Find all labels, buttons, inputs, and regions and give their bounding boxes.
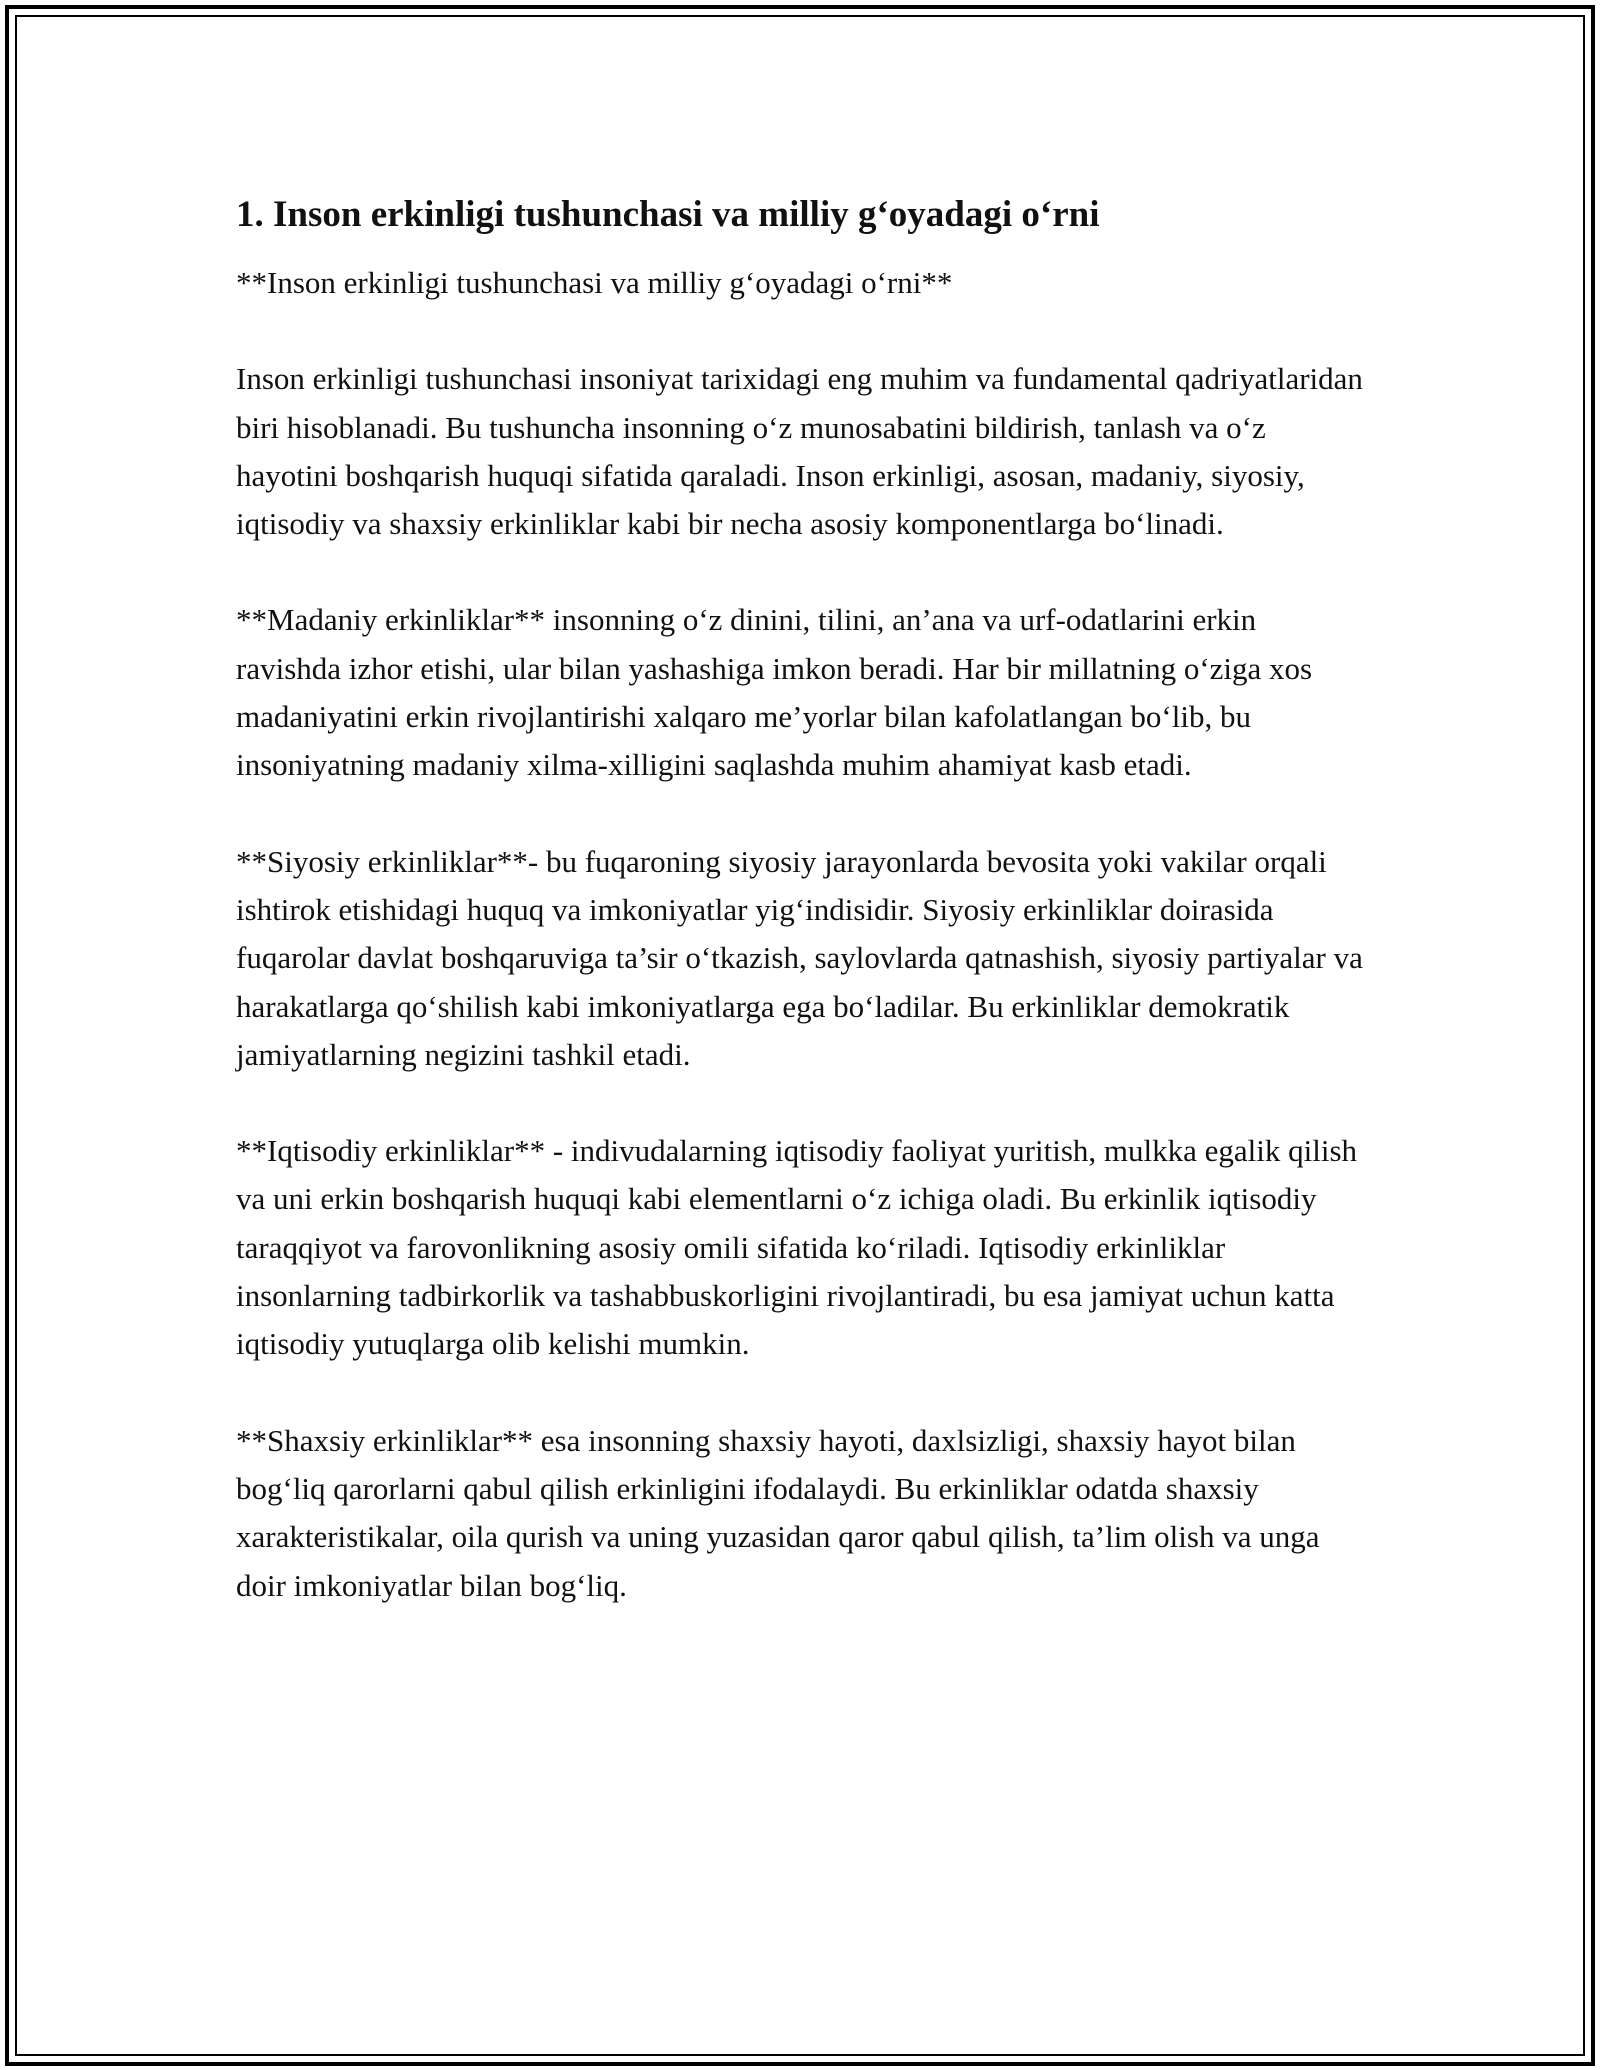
paragraph-subtitle: **Inson erkinligi tushunchasi va milliy g‘oyadagi o‘rni** bbox=[236, 265, 953, 300]
paragraph-political-freedoms: **Siyosiy erkinliklar**- bu fuqaroning siyosiy jarayonlarda bevosita yoki vakilar orqali ishtirok etishidagi huquq va imkoniyatlar yig‘indisidir. Siyosiy erkinliklar doirasida fuqarolar davlat boshqaruviga ta’sir o‘tkazish, saylovlarda qatnashish, siyosiy partiyalar va harakatlarga qo‘shilish kabi imkoniyatlarga ega bo‘ladilar. Bu erkinliklar demokratik jamiyatlarning negizini tashkil etadi. bbox=[236, 843, 1363, 1072]
document-body bbox=[236, 188, 1366, 1658]
paragraph-personal-freedoms: **Shaxsiy erkinliklar** esa insonning shaxsiy hayoti, daxlsizligi, shaxsiy hayot bilan bog‘liq qarorlarni qabul qilish erkinligini ifodalaydi. Bu erkinliklar odatda shaxsiy xarakteristikalar, oila qurish va uning yuzasidan qaror qabul qilish, ta’lim olish va unga doir imkoniyatlar bilan bog‘liq. bbox=[236, 1422, 1320, 1603]
paragraph-economic-freedoms: **Iqtisodiy erkinliklar** - indivudalarning iqtisodiy faoliyat yuritish, mulkka egalik qilish va uni erkin boshqarish huquqi kabi elementlarni o‘z ichiga oladi. Bu erkinlik iqtisodiy taraqqiyot va farovonlikning asosiy omili sifatida ko‘riladi. Iqtisodiy erkinliklar insonlarning tadbirkorlik va tashabbuskorligini rivojlantiradi, bu esa jamiyat uchun katta iqtisodiy yutuqlarga olib kelishi mumkin. bbox=[236, 1133, 1358, 1362]
paragraph-intro: Inson erkinligi tushunchasi insoniyat tarixidagi eng muhim va fundamental qadriyatlaridan biri hisoblanadi. Bu tushuncha insonning o‘z munosabatini bildirish, tanlash va o‘z hayotini boshqarish huquqi sifatida qaraladi. Inson erkinligi, asosan, madaniy, siyosiy, iqtisodiy va shaxsiy erkinliklar kabi bir necha asosiy komponentlarga bo‘linadi. bbox=[236, 361, 1363, 542]
paragraph-cultural-freedoms: **Madaniy erkinliklar** insonning o‘z dinini, tilini, an’ana va urf-odatlarini erkin ravishda izhor etishi, ular bilan yashashiga imkon beradi. Har bir millatning o‘ziga xos madaniyatini erkin rivojlantirishi xalqaro me’yorlar bilan kafolatlangan bo‘lib, bu insoniyatning madaniy xilma-xilligini saqlashda muhim ahamiyat kasb etadi. bbox=[236, 602, 1313, 783]
document-title: 1. Inson erkinligi tushunchasi va milliy g‘oyadagi o‘rni bbox=[236, 194, 1100, 235]
